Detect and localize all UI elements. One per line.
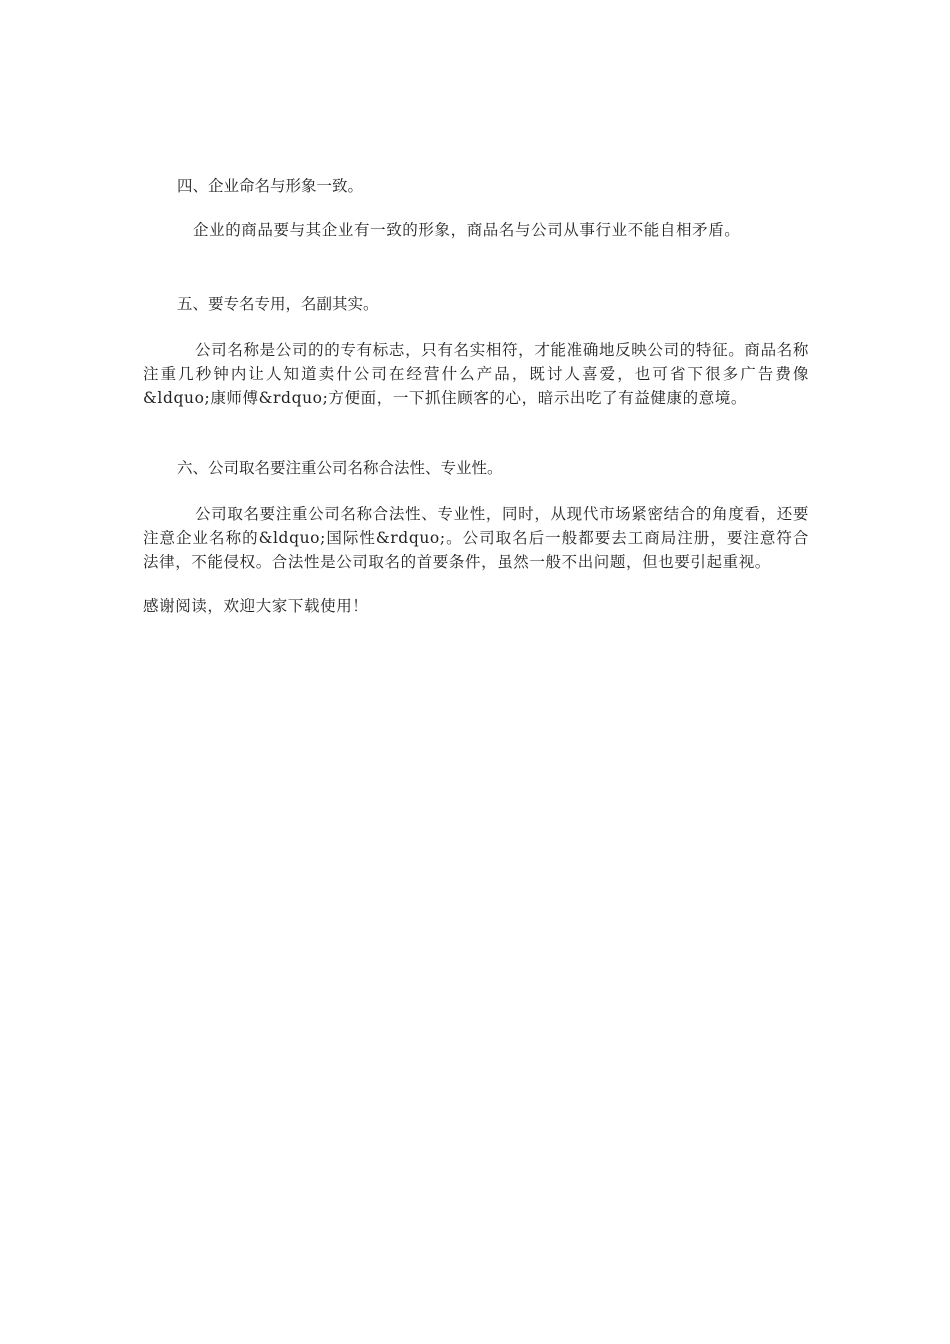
closing-line: 感谢阅读，欢迎大家下载使用！ [143,597,369,615]
section-heading-4: 四、企业命名与形象一致。 [177,177,364,195]
document-body [143,170,809,618]
section-heading-6: 六、公司取名要注重公司名称合法性、专业性。 [177,459,503,477]
section-paragraph-6: 公司取名要注重公司名称合法性、专业性，同时，从现代市场紧密结合的角度看，还要注意企业名称的&ldquo;国际性&rdquo;。公司取名后一般都要去工商局注册，要注意符合法律，不能侵权。合法性是公司取名的首要条件，虽然一般不出问题，但也要引起重视。 [143,505,809,571]
section-paragraph-4: 企业的商品要与其企业有一致的形象，商品名与公司从事行业不能自相矛盾。 [193,221,741,239]
section-heading-5: 五、要专名专用，名副其实。 [177,295,379,313]
section-paragraph-5: 公司名称是公司的的专有标志，只有名实相符，才能准确地反映公司的特征。商品名称注重几秒钟内让人知道卖什公司在经营什么产品，既讨人喜爱，也可省下很多广告费像&ldquo;康师傅&rdquo;方便面，一下抓住顾客的心，暗示出吃了有益健康的意境。 [143,341,809,407]
